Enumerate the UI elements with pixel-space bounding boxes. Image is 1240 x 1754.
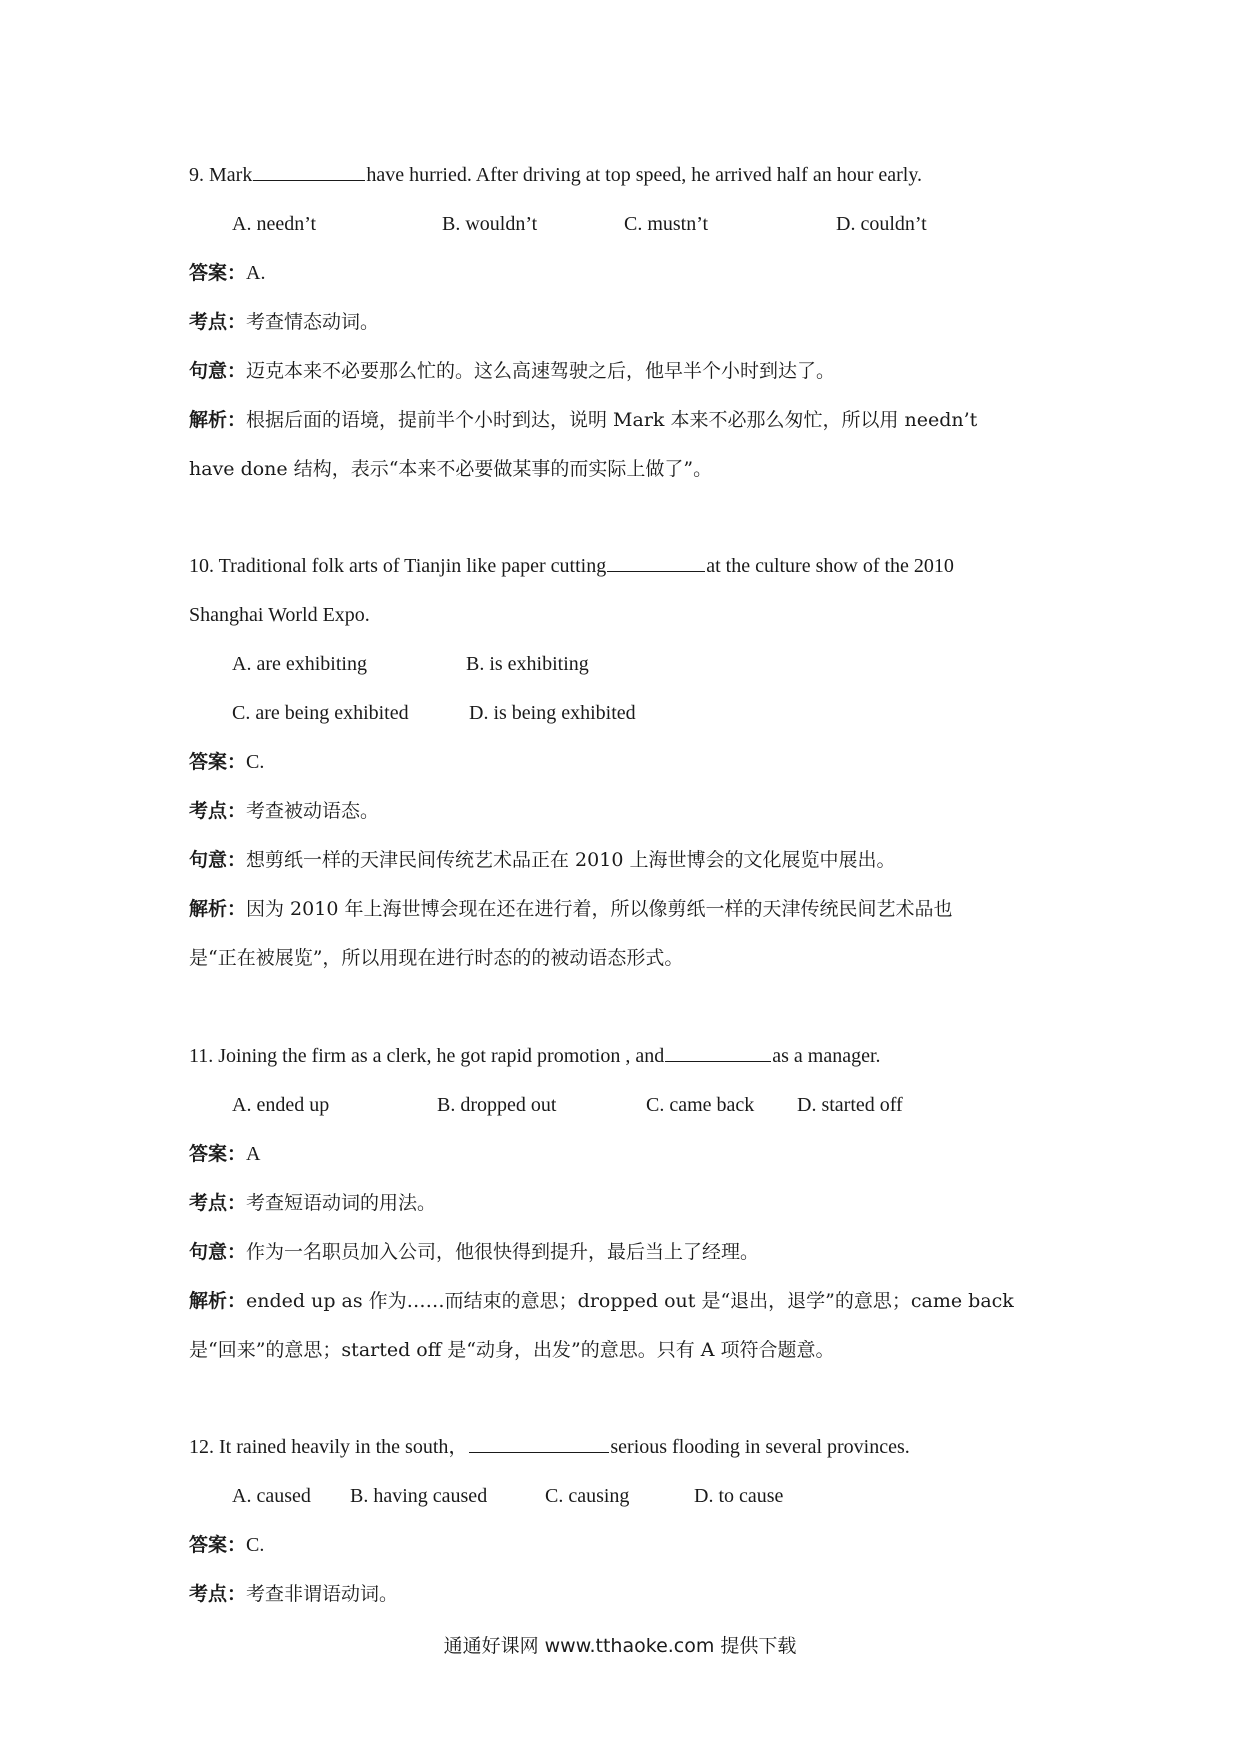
- point-line: 考点：考查情态动词。: [189, 311, 380, 333]
- question-9-stem: [189, 161, 922, 189]
- answer-line: 答案：A: [189, 1143, 261, 1165]
- answer-line: 答案：A.: [189, 262, 266, 284]
- option-d: D. is being exhibited: [469, 702, 636, 724]
- point-line: 考点：考查短语动词的用法。: [189, 1192, 437, 1214]
- option-c: C. mustn’t: [624, 213, 709, 235]
- analysis-line: 解析：根据后面的语境，提前半个小时到达，说明 Mark 本来不必那么匆忙，所以用 needn’t: [189, 409, 978, 431]
- option-b: B. having caused: [350, 1485, 488, 1507]
- analysis-line: 解析：因为 2010 年上海世博会现在还在进行着，所以像剪纸一样的天津传统民间艺术品也: [189, 898, 953, 920]
- analysis-line: 解析：ended up as 作为……而结束的意思；dropped out 是“退出，退学”的意思；came back: [189, 1290, 1014, 1312]
- option-b: B. dropped out: [437, 1094, 557, 1116]
- point-line: 考点：考查非谓语动词。: [189, 1583, 399, 1605]
- stem-text: 9. Mark: [189, 164, 253, 186]
- option-c: C. are being exhibited: [232, 702, 409, 724]
- option-a: A. are exhibiting: [232, 653, 367, 675]
- option-c: C. came back: [646, 1094, 755, 1116]
- question-11-stem: 11. Joining the firm as a clerk, he got rapid promotion , and as a manager.: [189, 1045, 881, 1067]
- point-line: 考点：考查被动语态。: [189, 800, 380, 822]
- analysis-line-2: 是“回来”的意思；started off 是“动身，出发”的意思。只有 A 项符合题意。: [189, 1339, 835, 1361]
- page-footer: 通通好课网 www.tthaoke.com 提供下载: [443, 1635, 797, 1657]
- option-b: B. wouldn’t: [442, 213, 538, 235]
- option-d: D. to cause: [694, 1485, 784, 1507]
- meaning-line: 句意：想剪纸一样的天津民间传统艺术品正在 2010 上海世博会的文化展览中展出。: [189, 849, 896, 871]
- answer-blank: [253, 162, 365, 181]
- option-a: A. ended up: [232, 1094, 330, 1116]
- meaning-line: 句意：作为一名职员加入公司，他很快得到提升，最后当上了经理。: [189, 1241, 760, 1263]
- answer-blank: [469, 1434, 609, 1453]
- answer-line: 答案：C.: [189, 1534, 265, 1556]
- question-12-stem: 12. It rained heavily in the south， serious flooding in several provinces.: [189, 1436, 910, 1458]
- stem-text: have hurried. After driving at top speed, he arrived half an hour early.: [366, 164, 923, 186]
- answer-blank: [665, 1043, 771, 1062]
- option-a: A. caused: [232, 1485, 311, 1507]
- question-10-stem-2: Shanghai World Expo.: [189, 604, 370, 626]
- analysis-line-2: 是“正在被展览”，所以用现在进行时态的的被动语态形式。: [189, 947, 684, 969]
- analysis-line-2: have done 结构，表示“本来不必要做某事的而实际上做了”。: [189, 458, 713, 480]
- option-b: B. is exhibiting: [466, 653, 589, 675]
- option-a: A. needn’t: [232, 213, 317, 235]
- question-10-stem: 10. Traditional folk arts of Tianjin like paper cutting at the culture show of the 2010: [189, 555, 954, 577]
- option-c: C. causing: [545, 1485, 630, 1507]
- answer-blank: [607, 553, 705, 572]
- answer-line: 答案：C.: [189, 751, 265, 773]
- option-d: D. started off: [797, 1094, 903, 1116]
- meaning-line: 句意：迈克本来不必要那么忙的。这么高速驾驶之后，他早半个小时到达了。: [189, 360, 836, 382]
- option-d: D. couldn’t: [836, 213, 927, 235]
